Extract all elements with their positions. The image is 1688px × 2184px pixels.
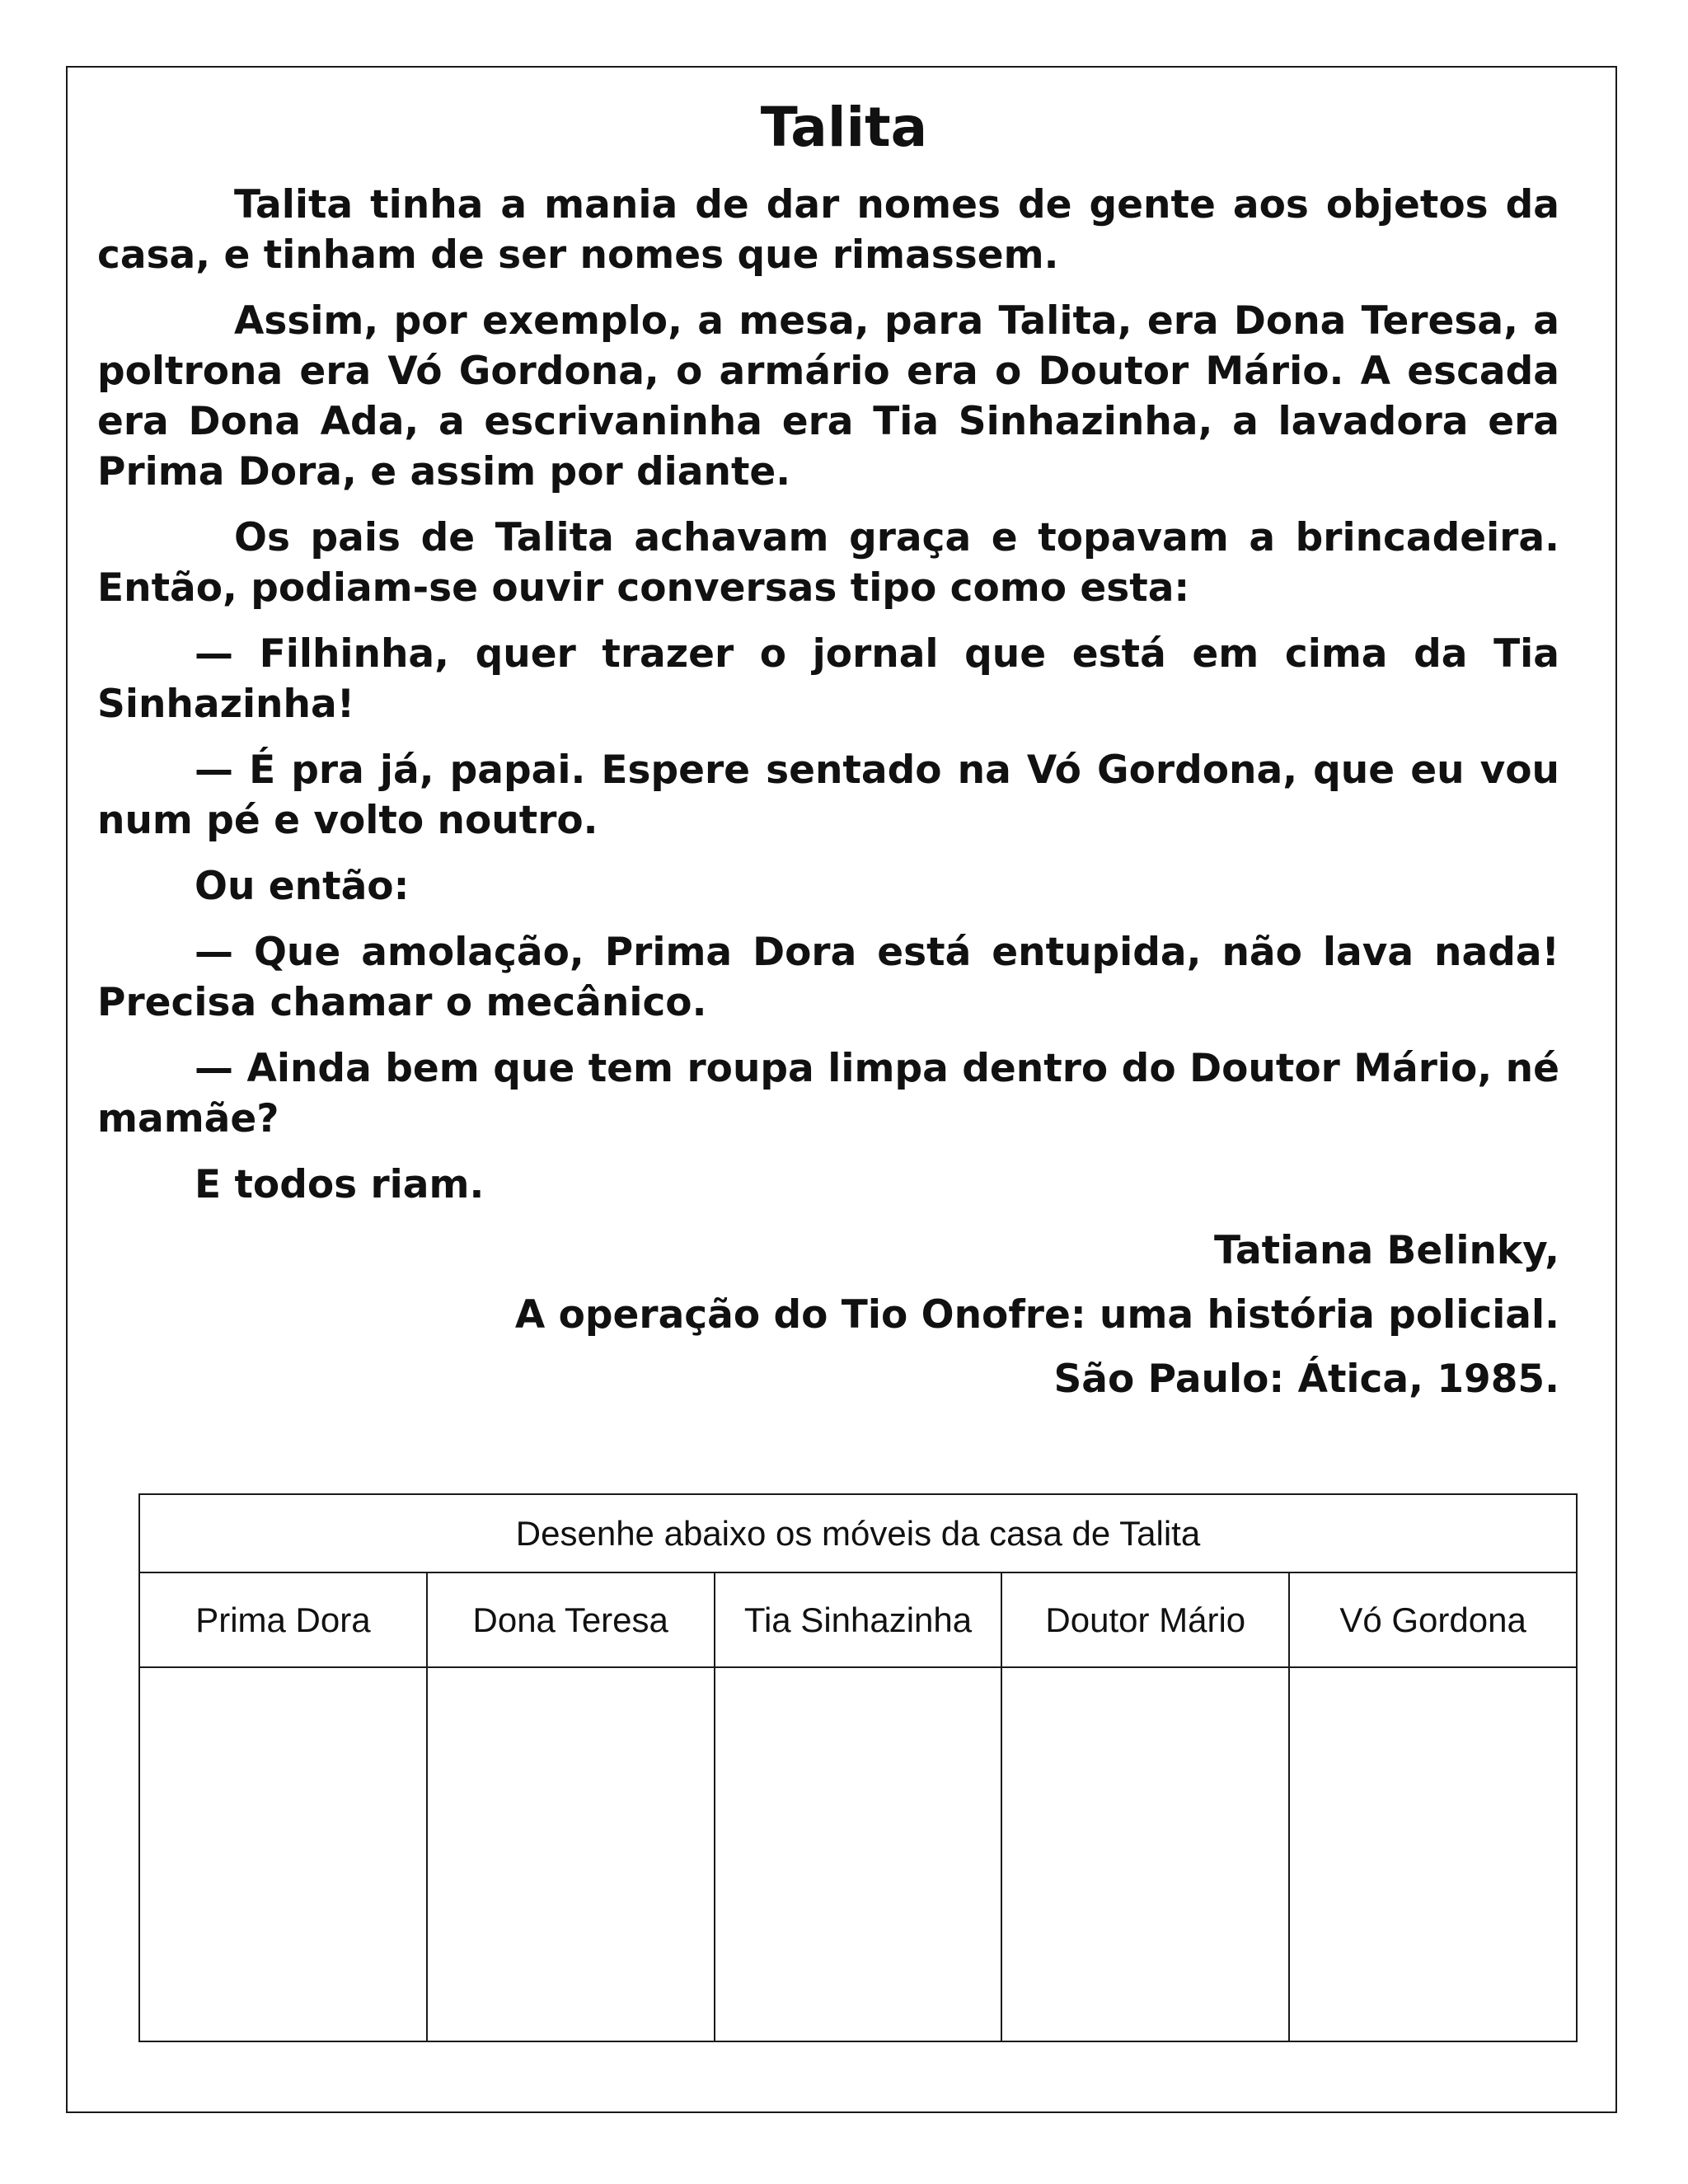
- story-paragraph: Ou então:: [195, 864, 410, 909]
- story-paragraph: Assim, por exemplo, a mesa, para Talita, era Dona Teresa, a poltrona era Vó Gordona, o armário era o Doutor Mário. A escada era Dona Ada, a escrivaninha era Tia Sinhazinha, a lavadora era Prima Dora, e assim por diante.: [97, 298, 1559, 494]
- drawing-table: [138, 1493, 1578, 2042]
- story-paragraph: E todos riam.: [195, 1162, 485, 1207]
- citation-author: Tatiana Belinky,: [1213, 1228, 1559, 1273]
- story-paragraph: Os pais de Talita achavam graça e topavam a brincadeira. Então, podiam-se ouvir conversas tipo como esta:: [97, 515, 1559, 611]
- drawing-table-caption: Desenhe abaixo os móveis da casa de Talita: [139, 1494, 1577, 1572]
- story-paragraph: Talita tinha a mania de dar nomes de gente aos objetos da casa, e tinham de ser nomes que rimassem.: [97, 182, 1559, 278]
- citation-book: A operação do Tio Onofre: uma história policial.: [514, 1292, 1559, 1338]
- column-header-doutor-mario: Doutor Mário: [1001, 1572, 1289, 1667]
- story-title: Talita: [760, 96, 928, 159]
- dialogue-line: — Que amolação, Prima Dora está entupida, não lava nada! Precisa chamar o mecânico.: [97, 930, 1559, 1025]
- drawing-cell-dona-teresa[interactable]: [427, 1667, 715, 2041]
- column-header-tia-sinhazinha: Tia Sinhazinha: [715, 1572, 1002, 1667]
- drawing-cell-tia-sinhazinha[interactable]: [715, 1667, 1002, 2041]
- drawing-cell-prima-dora[interactable]: [139, 1667, 427, 2041]
- dialogue-line: — É pra já, papai. Espere sentado na Vó Gordona, que eu vou num pé e volto noutro.: [97, 748, 1559, 843]
- column-header-dona-teresa: Dona Teresa: [427, 1572, 715, 1667]
- drawing-cell-vo-gordona[interactable]: [1289, 1667, 1577, 2041]
- column-header-prima-dora: Prima Dora: [139, 1572, 427, 1667]
- dialogue-line: — Ainda bem que tem roupa limpa dentro do Doutor Mário, né mamãe?: [97, 1046, 1559, 1141]
- drawing-cell-doutor-mario[interactable]: [1001, 1667, 1289, 2041]
- dialogue-line: — Filhinha, quer trazer o jornal que está em cima da Tia Sinhazinha!: [97, 631, 1559, 727]
- citation-publisher: São Paulo: Ática, 1985.: [1053, 1357, 1559, 1402]
- column-header-vo-gordona: Vó Gordona: [1289, 1572, 1577, 1667]
- story-body: [97, 180, 1559, 1418]
